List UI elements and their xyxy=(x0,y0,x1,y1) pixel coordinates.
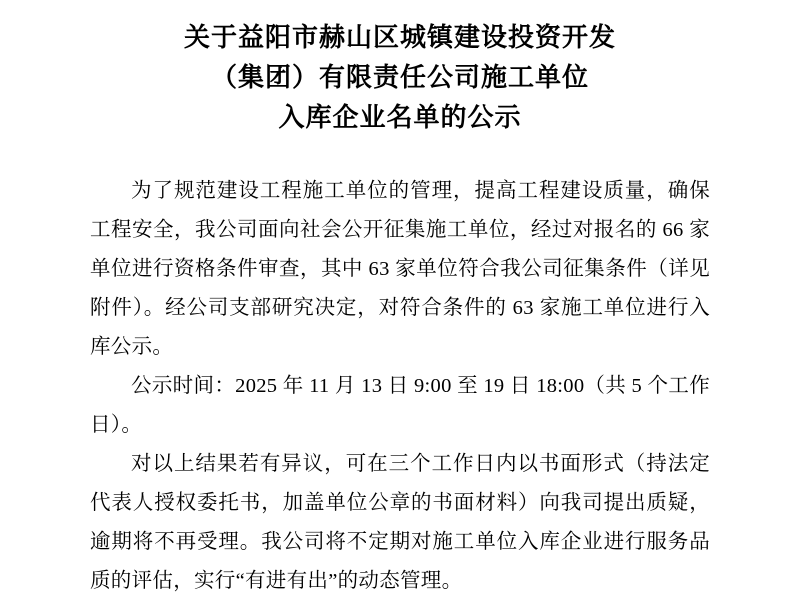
paragraph-1: 为了规范建设工程施工单位的管理，提高工程建设质量，确保工程安全，我公司面向社会公开征集施工单位，经过对报名的 66 家单位进行资格条件审查，其中 63 家单位符合我公司征集条件（详见附件）。经公司支部研究决定，对符合条件的 63 家施工单位进行入库公示。 xyxy=(90,180,710,358)
page-title-line-3: 入库企业名单的公示 xyxy=(278,103,522,132)
page-title xyxy=(80,0,720,138)
page-title-line-1: 关于益阳市赫山区城镇建设投资开发 xyxy=(183,23,616,52)
document-body xyxy=(90,172,710,601)
paragraph-2: 公示时间：2025 年 11 月 13 日 9:00 至 19 日 18:00（共 5 个工作日）。 xyxy=(90,375,710,436)
paragraph-3: 对以上结果若有异议，可在三个工作日内以书面形式（持法定代表人授权委托书，加盖单位公章的书面材料）向我司提出质疑，逾期将不再受理。我公司将不定期对施工单位入库企业进行服务品质的评估，实行“有进有出”的动态管理。 xyxy=(90,453,710,592)
page-title-line-2: （集团）有限责任公司施工单位 xyxy=(210,63,589,92)
